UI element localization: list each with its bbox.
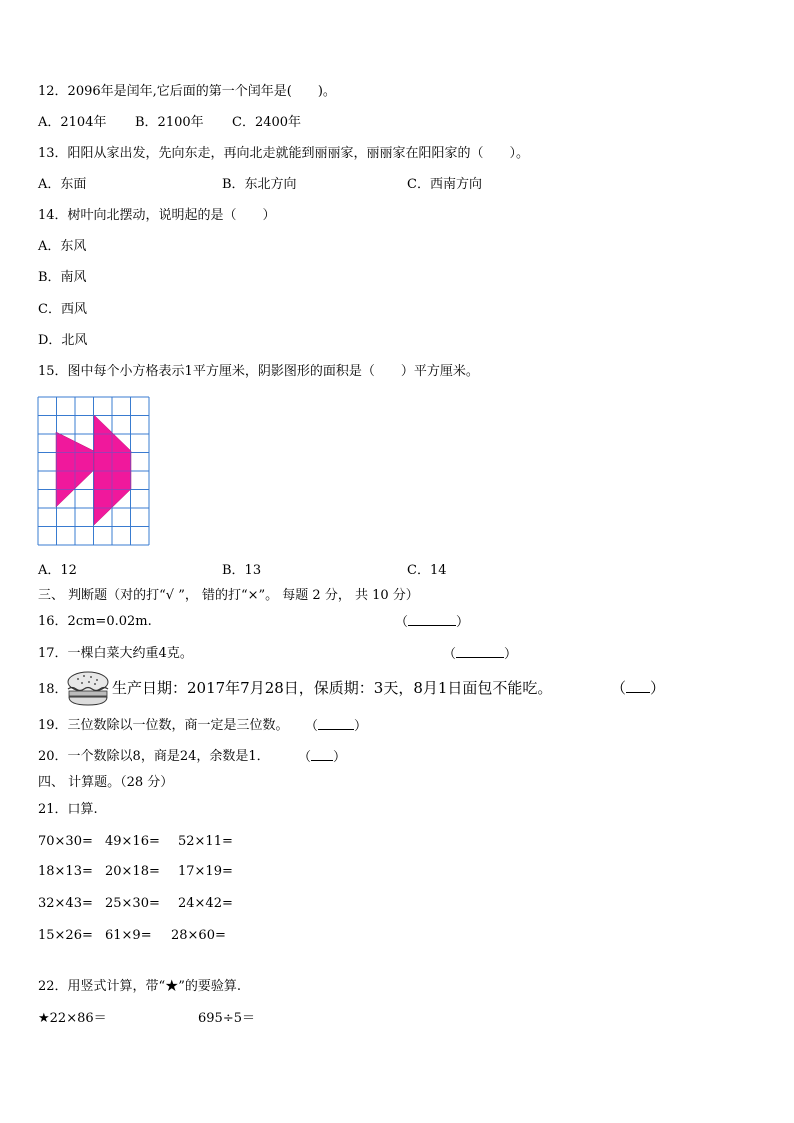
- q15-option-a: A．12: [38, 563, 77, 578]
- calc-item: 28×60=: [171, 928, 226, 943]
- q22-item-1: ★22×86＝: [38, 1011, 107, 1026]
- question-13-stem: 13．阳阳从家出发，先向东走，再向北走就能到丽丽家，丽丽家在阳阳家的（ ）。: [38, 146, 530, 161]
- q17-answer-blank[interactable]: [443, 646, 517, 663]
- q13-option-b: B．东北方向: [222, 177, 297, 192]
- question-22-stem: 22．用竖式计算，带“★”的要验算.: [38, 979, 241, 994]
- calc-item: 49×16=: [105, 834, 160, 849]
- question-12-stem: 12．2096年是闰年,它后面的第一个闰年是( )。: [38, 84, 336, 99]
- q13-option-a: A．东面: [38, 177, 87, 192]
- calc-item: 18×13=: [38, 864, 93, 879]
- question-16-stem: 16．2cm=0.02m.: [38, 614, 152, 629]
- blank-close: ）: [504, 647, 518, 662]
- blank-close: ）: [650, 679, 666, 697]
- section-4-title: 四、 计算题。（28 分）: [38, 775, 174, 790]
- blank-open: （: [443, 647, 457, 662]
- calc-item: 24×42=: [178, 896, 233, 911]
- q13-option-c: C．西南方向: [407, 177, 482, 192]
- question-19-stem: 19．三位数除以一位数，商一定是三位数。: [38, 718, 289, 733]
- calc-item: 25×30=: [105, 896, 160, 911]
- q14-option-a: A．东风: [38, 239, 87, 254]
- calc-item: 32×43=: [38, 896, 93, 911]
- q12-option-a: A．2104年: [38, 115, 107, 130]
- question-18-number: 18．: [38, 682, 68, 697]
- blank-open: （: [395, 615, 409, 630]
- q16-answer-blank[interactable]: [395, 614, 469, 631]
- q14-option-d: D．北风: [38, 333, 88, 348]
- question-21-stem: 21．口算.: [38, 802, 98, 817]
- blank-open: （: [298, 750, 312, 765]
- q14-option-c: C．西风: [38, 302, 87, 317]
- q22-item-2: 695÷5＝: [198, 1011, 255, 1026]
- calc-item: 15×26=: [38, 928, 93, 943]
- question-18-stem: 生产日期：2017年7月28日，保质期：3天，8月1日面包不能吃。: [112, 679, 553, 697]
- blank-open: （: [305, 719, 319, 734]
- question-20-stem: 20．一个数除以8，商是24，余数是1．: [38, 749, 270, 764]
- q14-option-b: B．南风: [38, 270, 87, 285]
- section-3-title: 三、 判断题（对的打“√ ”， 错的打“×”。 每题 2 分， 共 10 分）: [38, 588, 419, 603]
- calc-item: 20×18=: [105, 864, 160, 879]
- calc-item: 52×11=: [178, 834, 233, 849]
- question-14-stem: 14．树叶向北摆动，说明起的是（ ）: [38, 208, 276, 223]
- bread-icon: [64, 670, 112, 708]
- calc-item: 70×30=: [38, 834, 93, 849]
- q20-answer-blank[interactable]: [298, 749, 346, 766]
- calc-item: 17×19=: [178, 864, 233, 879]
- question-15-stem: 15．图中每个小方格表示1平方厘米，阴影图形的面积是（ ）平方厘米。: [38, 364, 479, 379]
- grid-lines-overlay: [38, 397, 149, 545]
- q12-option-c: C．2400年: [232, 115, 302, 130]
- blank-close: ）: [456, 615, 470, 630]
- q19-answer-blank[interactable]: [305, 718, 367, 735]
- blank-close: ）: [333, 750, 347, 765]
- q15-option-c: C．14: [407, 563, 447, 578]
- question-17-stem: 17．一棵白菜大约重4克。: [38, 646, 193, 661]
- q18-answer-blank[interactable]: [611, 680, 665, 696]
- q12-option-b: B．2100年: [135, 115, 204, 130]
- q15-option-b: B．13: [222, 563, 262, 578]
- blank-open: （: [611, 679, 627, 697]
- blank-close: ）: [354, 719, 368, 734]
- area-grid-figure: [36, 395, 154, 547]
- calc-item: 61×9=: [105, 928, 152, 943]
